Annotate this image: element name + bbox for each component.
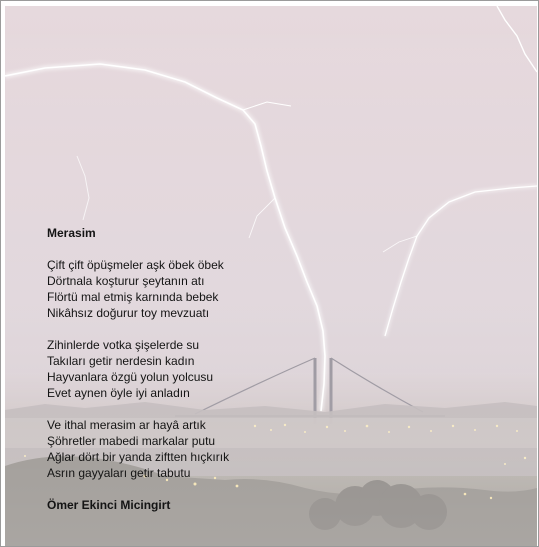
poem-line: Asrın gayyaları getir tabutu (47, 466, 191, 480)
poem-line: Hayvanlara özgü yolun yolcusu (47, 370, 214, 384)
poem-author: Ömer Ekinci Micingirt (47, 498, 171, 512)
poem-line: Nikâhsız doğurur toy mevzuatı (47, 306, 210, 320)
stanza-3 (47, 417, 507, 481)
poem-title: Merasim (47, 226, 96, 240)
poem-line: Evet aynen öyle iyi anladın (47, 386, 190, 400)
stanza-2 (47, 337, 507, 401)
poem-line: Ve ithal merasim ar hayâ artık (47, 418, 206, 432)
poem-line: Takıları getir nerdesin kadın (47, 354, 195, 368)
poem-line: Ağlar dört bir yanda ziftten hıçkırık (47, 450, 230, 464)
poem-line: Dörtnala koşturur şeytanın atı (47, 274, 205, 288)
poem-line: Flörtü mal etmiş karnında bebek (47, 290, 219, 304)
poem-block (47, 225, 507, 513)
poem-line: Zihinlerde votka şişelerde su (47, 338, 200, 352)
stanza-1 (47, 257, 507, 321)
poem-line: Şöhretler mabedi markalar putu (47, 434, 216, 448)
poem-line: Çift çift öpüşmeler aşk öbek öbek (47, 258, 224, 272)
